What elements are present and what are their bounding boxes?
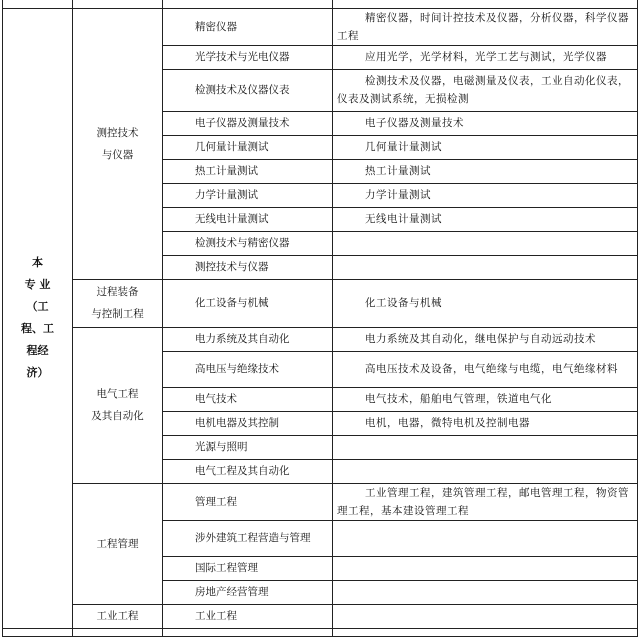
group-name-cell (73, 604, 163, 628)
table-row-top (3, 0, 638, 8)
table-row-bottom (3, 628, 638, 636)
category-line: 程经 (26, 344, 49, 357)
major-cell: 管理工程 (163, 483, 333, 520)
category-cell (3, 8, 73, 628)
major-cell: 光学技术与光电仪器 (163, 45, 333, 69)
related-majors-cell: 热工计量测试 (333, 159, 638, 183)
table-row (3, 8, 638, 45)
category-line: 济） (26, 366, 49, 379)
major-cell: 涉外建筑工程营造与管理 (163, 520, 333, 556)
filler-cell (333, 628, 638, 636)
category-line: 本 (32, 256, 43, 269)
filler-cell (73, 628, 163, 636)
filler-cell (163, 628, 333, 636)
major-cell: 高电压与绝缘技术 (163, 351, 333, 387)
group-name-line: 及其自动化 (91, 410, 144, 422)
related-majors-cell (333, 231, 638, 255)
major-cell: 电机电器及其控制 (163, 411, 333, 435)
related-majors-cell: 电力系统及其自动化，继电保护与自动远动技术 (333, 327, 638, 351)
related-majors-cell: 电气技术，船舶电气管理，铁道电气化 (333, 387, 638, 411)
group-name-line: 测控技术 (96, 126, 139, 139)
majors-table (2, 0, 638, 637)
major-cell: 力学计量测试 (163, 183, 333, 207)
major-cell: 国际工程管理 (163, 556, 333, 580)
related-majors-cell (333, 520, 638, 556)
category-line: 程、工 (21, 322, 54, 335)
related-majors-cell: 几何量计量测试 (333, 135, 638, 159)
related-majors-cell (333, 459, 638, 483)
major-cell: 光源与照明 (163, 435, 333, 459)
related-majors-cell: 无线电计量测试 (333, 207, 638, 231)
major-cell: 几何量计量测试 (163, 135, 333, 159)
group-name-line: 工程管理 (96, 537, 139, 550)
majors-table-body (3, 0, 638, 636)
related-majors-cell: 应用光学，光学材料，光学工艺与测试，光学仪器 (333, 45, 638, 69)
group-name-line: 工业工程 (96, 610, 139, 622)
major-cell: 热工计量测试 (163, 159, 333, 183)
group-name-line: 与控制工程 (91, 308, 144, 320)
related-majors-cell: 工业管理工程，建筑管理工程，邮电管理工程，物资管理工程，基本建设管理工程 (333, 483, 638, 520)
group-name-cell (73, 8, 163, 279)
related-majors-cell: 力学计量测试 (333, 183, 638, 207)
major-cell: 化工设备与机械 (163, 279, 333, 327)
group-name-cell (73, 327, 163, 483)
category-line: （工 (26, 300, 49, 313)
table-row (3, 604, 638, 628)
major-cell: 电子仪器及测量技术 (163, 111, 333, 135)
group-name-line: 过程装备 (96, 286, 139, 298)
major-cell: 精密仪器 (163, 8, 333, 45)
group-name-cell (73, 279, 163, 327)
filler-cell (3, 628, 73, 636)
category-line: 专 业 (24, 278, 51, 291)
related-majors-cell: 检测技术及仪器，电磁测量及仪表，工业自动化仪表，仪表及测试系统，无损检测 (333, 69, 638, 111)
related-majors-cell (333, 604, 638, 628)
related-majors-cell: 化工设备与机械 (333, 279, 638, 327)
table-row (3, 483, 638, 520)
related-majors-cell (333, 435, 638, 459)
major-cell: 电力系统及其自动化 (163, 327, 333, 351)
major-cell: 工业工程 (163, 604, 333, 628)
major-cell: 房地产经营管理 (163, 580, 333, 604)
group-name-cell (73, 483, 163, 604)
table-row (3, 327, 638, 351)
related-majors-cell (333, 556, 638, 580)
related-majors-cell: 高电压技术及设备，电气绝缘与电缆，电气绝缘材料 (333, 351, 638, 387)
major-cell: 电气技术 (163, 387, 333, 411)
related-majors-cell: 电机，电器，微特电机及控制电器 (333, 411, 638, 435)
major-cell: 无线电计量测试 (163, 207, 333, 231)
related-majors-cell (333, 580, 638, 604)
major-cell: 检测技术及仪器仪表 (163, 69, 333, 111)
major-cell: 检测技术与精密仪器 (163, 231, 333, 255)
related-majors-cell: 精密仪器，时间计控技术及仪器，分析仪器，科学仪器工程 (333, 8, 638, 45)
major-cell: 测控技术与仪器 (163, 255, 333, 279)
major-cell: 电气工程及其自动化 (163, 459, 333, 483)
group-name-line: 与仪器 (101, 148, 134, 161)
related-majors-cell (333, 255, 638, 279)
related-majors-cell: 电子仪器及测量技术 (333, 111, 638, 135)
table-row (3, 279, 638, 327)
group-name-line: 电气工程 (96, 388, 139, 400)
